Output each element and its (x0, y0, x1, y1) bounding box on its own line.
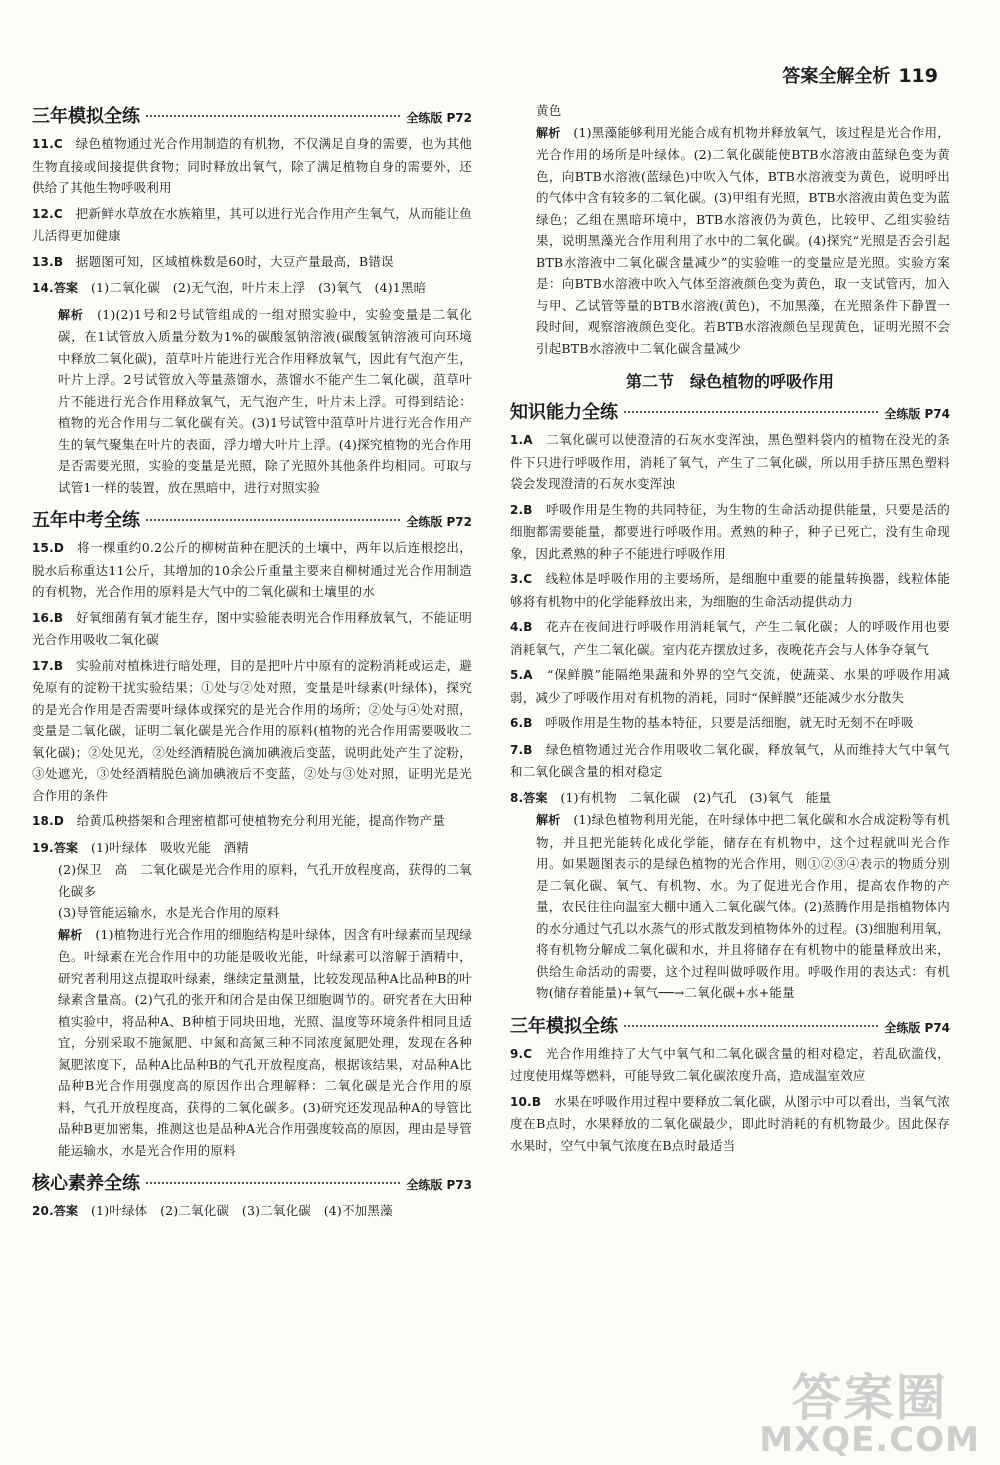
answer-text: 线粒体是呼吸作用的主要场所，是细胞中重要的能量转换器，线粒体能够将有机物中的化学能释放出来，为细胞的生命活动提供动力 (510, 571, 950, 609)
right-column (510, 100, 950, 1160)
answer-number: 1.A (510, 433, 533, 447)
answer-text: 水果在呼吸作用过程中要释放二氧化碳，从图示中可以看出，当氧气浓度在B点时，水果释放的二氧化碳最少，即此时消耗的有机物最少。因此保存水果时，空气中氧气浓度在B点时最适当 (510, 1093, 951, 1153)
answer-number: 15.D (32, 541, 65, 555)
answer-item (510, 616, 950, 660)
section-title: 三年模拟全练 (510, 1015, 618, 1037)
dotted-leader (146, 1182, 400, 1184)
section-title: 三年模拟全练 (32, 106, 140, 127)
chapter-title: 第二节 绿色植物的呼吸作用 (625, 372, 834, 391)
answer-number: 11.C (32, 137, 63, 151)
section-title: 知识能力全练 (510, 402, 618, 423)
analysis-label: 解析 (58, 307, 84, 322)
section-header (32, 102, 472, 128)
analysis-label: 解析 (58, 927, 83, 942)
dotted-leader (146, 115, 400, 117)
section-title: 核心素养全练 (32, 1173, 140, 1194)
answer-item (510, 1043, 950, 1087)
answer-item (32, 133, 472, 199)
answer-number: 9.C (510, 1046, 533, 1061)
dotted-leader (146, 519, 400, 521)
answer-text: 把新鲜水草放在水族箱里，其可以进行光合作用产生氧气，从而能让鱼儿活得更加健康 (32, 205, 473, 243)
watermark-line2: MXQE.COM (759, 1420, 980, 1460)
section-ref: 全练版 P74 (884, 407, 950, 421)
analysis-block (32, 924, 472, 1162)
answer-item (510, 499, 950, 565)
section-ref: 全练版 P72 (406, 111, 472, 125)
answer-number: 10.B (510, 1094, 542, 1109)
answer-text: 给黄瓜秧搭架和合理密植都可使植物充分利用光能，提高作物产量 (76, 813, 446, 828)
answer-number: 7.B (510, 742, 533, 757)
answer-item (510, 1091, 950, 1157)
section-header (32, 506, 472, 532)
answer-text: 光合作用维持了大气中氧气和二氧化碳含量的相对稳定，若乱砍滥伐，过度使用煤等燃料，可能导致二氧化碳浓度升高，造成温室效应 (510, 1045, 950, 1083)
answer-text: 呼吸作用是生物的基本特征，只要是活细胞，就无时无刻不在呼吸 (545, 715, 914, 730)
answer-text: 二氧化碳可以使澄清的石灰水变浑浊，黑色塑料袋内的植物在没光的条件下只进行呼吸作用，消耗了氧气，产生了二氧化碳，所以用手挤压黑色塑料袋会发现澄清的石灰水变浑浊 (510, 432, 950, 491)
page-number: 119 (898, 65, 938, 87)
answer-number: 12.C (32, 206, 63, 221)
answer-item (510, 787, 950, 810)
answer-number: 8.答案 (510, 790, 548, 805)
header-title: 答案全解全析 (782, 66, 891, 87)
section-header (510, 398, 950, 424)
answer-text: (1)叶绿体 (2)二氧化碳 (3)二氧化碳 (4)不加黑藻 (90, 1203, 393, 1218)
analysis-label: 解析 (536, 125, 561, 140)
answer-text: (1)叶绿体 吸收光能 酒精 (90, 839, 249, 855)
answer-item (32, 1200, 472, 1223)
analysis-block (510, 122, 950, 360)
answer-item (510, 568, 950, 612)
answer-text: 花卉在夜间进行呼吸作用消耗氧气，产生二氧化碳；人的呼吸作用也要消耗氧气，产生二氧化碳。室内花卉摆放过多，夜晚花卉会与人体争夺氧气 (510, 619, 951, 657)
answer-text: “保鲜膜”能隔绝果蔬和外界的空气交流，使蔬菜、水果的呼吸作用减弱，减少了呼吸作用对有机物的消耗，同时“保鲜膜”还能减少水分散失 (510, 667, 950, 705)
answer-number: 14.答案 (32, 281, 79, 295)
answer-number: 3.C (510, 572, 533, 586)
answer-text: 好氧细菌有氧才能生存，图中实验能表明光合作用释放氧气，不能证明光合作用吸收二氧化碳 (32, 609, 473, 647)
answer-number: 4.B (510, 620, 533, 634)
watermark-line1: 答案圈 (791, 1369, 948, 1427)
dotted-leader (624, 411, 878, 413)
answer-text: (3)导管能运输水，水是光合作用的原料 (58, 905, 280, 920)
answer-text: (1)二氧化碳 (2)无气泡，叶片未上浮 (3)氧气 (4)1黑暗 (90, 280, 427, 295)
analysis-text: (1)绿色植物利用光能，在叶绿体中把二氧化碳和水合成淀粉等有机物，并且把光能转化成化学能，储存在有机物中，这个过程就叫光合作用。如果题图表示的是绿色植物的光合作用，则①②③④表示的物质分别是二氧化碳、氧气、有机物、水。为了促进光合作用，提高农作物的产量，农民往往向温室大棚中通入二氧化碳气体。(2)蒸腾作用是指植物体内的水分通过气孔以水蒸气的形式散发到植物体外的过程。(3)细胞利用氧，将有机物分解成二氧化碳和水，并且将储存在有机物中的能量释放出来，供给生命活动的需要，这个过程叫做呼吸作用。呼吸作用的表达式：有机物(储存着能量)+氧气──→二氧化碳+水+能量 (536, 812, 950, 1000)
answer-item (510, 429, 950, 495)
answer-item (32, 655, 472, 807)
watermark-logo (759, 1369, 980, 1460)
analysis-text: (1)植物进行光合作用的细胞结构是叶绿体，因含有叶绿素而呈现绿色。叶绿素在光合作用中的功能是吸收光能，叶绿素可以溶解于酒精中，研究者利用这点提取叶绿素，继续定量测量，比较发现品种A比品种B的叶绿素含量高。(2)气孔的张开和闭合是由保卫细胞调节的。研究者在大田种植实验中，将品种A、B种植于同块田地，光照、温度等环境条件相同且适宜，分别采取不施氮肥、中氮和高氮三种不同浓度氮肥处理，发现在各种氮肥浓度下，品种A比品种B的气孔开放程度高，根据该结果，对品种A比品种B光合作用强度高的原因作出合理解释：二氧化碳是光合作用的原料，气孔开放程度高，获得的二氧化碳多。(3)研究还发现品种A的导管比品种B更加密集，推测这也是品种A光合作用强度较高的原因，理由是导管能运输水，水是光合作用的原料 (58, 926, 472, 1158)
answer-number: 18.D (32, 814, 65, 828)
page-header (782, 62, 938, 88)
answer-text: 将一棵重约0.2公斤的柳树苗种在肥沃的土壤中，两年以后连根挖出，脱水后称重达11公斤，其增加的10余公斤重量主要来自柳树通过光合作用制造的有机物，光合作用的原料是大气中的二氧化碳和土壤里的水 (32, 540, 473, 599)
answer-item (510, 712, 950, 735)
answer-text: 绿色植物通过光合作用吸收二氧化碳，释放氧气，从而维持大气中氧气和二氧化碳含量的相对稳定 (510, 741, 951, 779)
answer-item (510, 664, 950, 708)
answer-text: 呼吸作用是生物的共同特征，为生物的生命活动提供能量，只要是活的细胞都需要能量，都要进行呼吸作用。煮熟的种子，种子已死亡，没有生命现象，因此煮熟的种子不能进行呼吸作用 (510, 501, 951, 561)
answer-continuation (32, 902, 472, 924)
answer-number: 2.B (510, 502, 533, 517)
answer-item (32, 537, 472, 603)
analysis-block (32, 304, 472, 499)
answer-number: 6.B (510, 716, 533, 730)
answer-item (32, 203, 472, 247)
section-header (510, 1012, 950, 1038)
answer-item (32, 810, 472, 833)
section-ref: 全练版 P74 (884, 1020, 950, 1035)
answer-item (510, 739, 950, 783)
answer-item (32, 607, 472, 651)
section-ref: 全练版 P73 (406, 1178, 472, 1192)
answer-number: 13.B (32, 254, 64, 269)
answer-text: 实验前对植株进行暗处理，目的是把叶片中原有的淀粉消耗或运走，避免原有的淀粉干扰实验结果；①处与②处对照，变量是叶绿素(叶绿体)，探究的是光合作用是否需要叶绿体或探究的是光合作用的场所；②处与④处对照，变量是二氧化碳，证明二氧化碳是光合作用的原料(植物的光合作用需要吸收二氧化碳)；②处见光，②处经酒精脱色滴加碘液后变蓝，说明此处产生了淀粉，③处遮光，③处经酒精脱色滴加碘液后不变蓝，②处与③处对照，证明光是光合作用的条件 (32, 657, 473, 803)
answer-number: 19.答案 (32, 840, 79, 855)
analysis-label: 解析 (536, 813, 561, 827)
section-ref: 全练版 P72 (406, 515, 472, 529)
answer-number: 20.答案 (32, 1204, 79, 1218)
answer-text: (1)有机物 二氧化碳 (2)气孔 (3)氧气 能量 (560, 789, 832, 805)
analysis-block (510, 809, 950, 1004)
analysis-text: (1)(2)1号和2号试管组成的一组对照实验中，实验变量是二氧化碳，在1试管放入质量分数为1%的碳酸氢钠溶液(碳酸氢钠溶液可向环境中释放二氧化碳)，菹草叶片能进行光合作用释放氧气，因此有气泡产生，叶片上浮。2号试管放入等量蒸馏水，蒸馏水不能产生二氧化碳，菹草叶片不能进行光合作用释放氧气，无气泡产生，叶片未上浮。可得到结论：植物的光合作用与二氧化碳有关。(3)1号试管中菹草叶片进行光合作用产生的氧气聚集在叶片的表面，浮力增大叶片上浮。(4)探究植物的光合作用是否需要光照，实验的变量是光照，除了光照外其他条件均相同。可取与试管1一样的装置，放在黑暗中，进行对照实验 (58, 306, 472, 495)
answer-item (32, 837, 472, 860)
section-header (32, 1169, 472, 1195)
section-title: 五年中考全练 (32, 510, 140, 531)
answer-text: 黄色 (536, 103, 562, 118)
answer-item (32, 277, 472, 300)
analysis-text: (1)黑藻能够利用光能合成有机物并释放氧气，该过程是光合作用，光合作用的场所是叶绿体。(2)二氧化碳能使BTB水溶液由蓝绿色变为黄色，向BTB水溶液(蓝绿色)中吹入气体，BTB水溶液变为黄色，说明呼出的气体中含有较多的二氧化碳。(3)甲组有光照，BTB水溶液由黄色变为蓝绿色；乙组在黑暗环境中，BTB水溶液仍为黄色，比较甲、乙组实验结果，说明黑藻光合作用利用了水中的二氧化碳。(4)探究“光照是否会引起BTB水溶液中二氧化碳含量减少”的实验唯一的变量应是光照。实验方案是：向BTB水溶液中吹入气体至溶液颜色变为黄色，取一支试管丙，加入与甲、乙试管等量的BTB水溶液(黄色)，不加黑藻，在光照条件下静置一段时间，观察溶液颜色变化。若BTB水溶液颜色呈现黄色，证明光照不会引起BTB水溶液中二氧化碳含量减少 (536, 124, 950, 356)
answer-number: 17.B (32, 658, 64, 673)
dotted-leader (624, 1025, 878, 1027)
left-column (32, 100, 472, 1227)
answer-text: (2)保卫 高 二氧化碳是光合作用的原料，气孔开放程度高，获得的二氧化碳多 (58, 862, 472, 899)
answer-text: 据题图可知，区域植株数是60时，大豆产量最高，B错误 (75, 253, 394, 269)
answer-number: 5.A (510, 668, 533, 682)
answer-text: 绿色植物通过光合作用制造的有机物，不仅满足自身的需要，也为其他生物直接或间接提供食物；同时释放出氧气，除了满足植物自身的需要外，还供给了其他生物呼吸利用 (32, 136, 473, 195)
answer-number: 16.B (32, 610, 64, 625)
answer-continuation (32, 859, 472, 902)
answer-item (32, 251, 472, 274)
answer-continuation (510, 100, 950, 122)
